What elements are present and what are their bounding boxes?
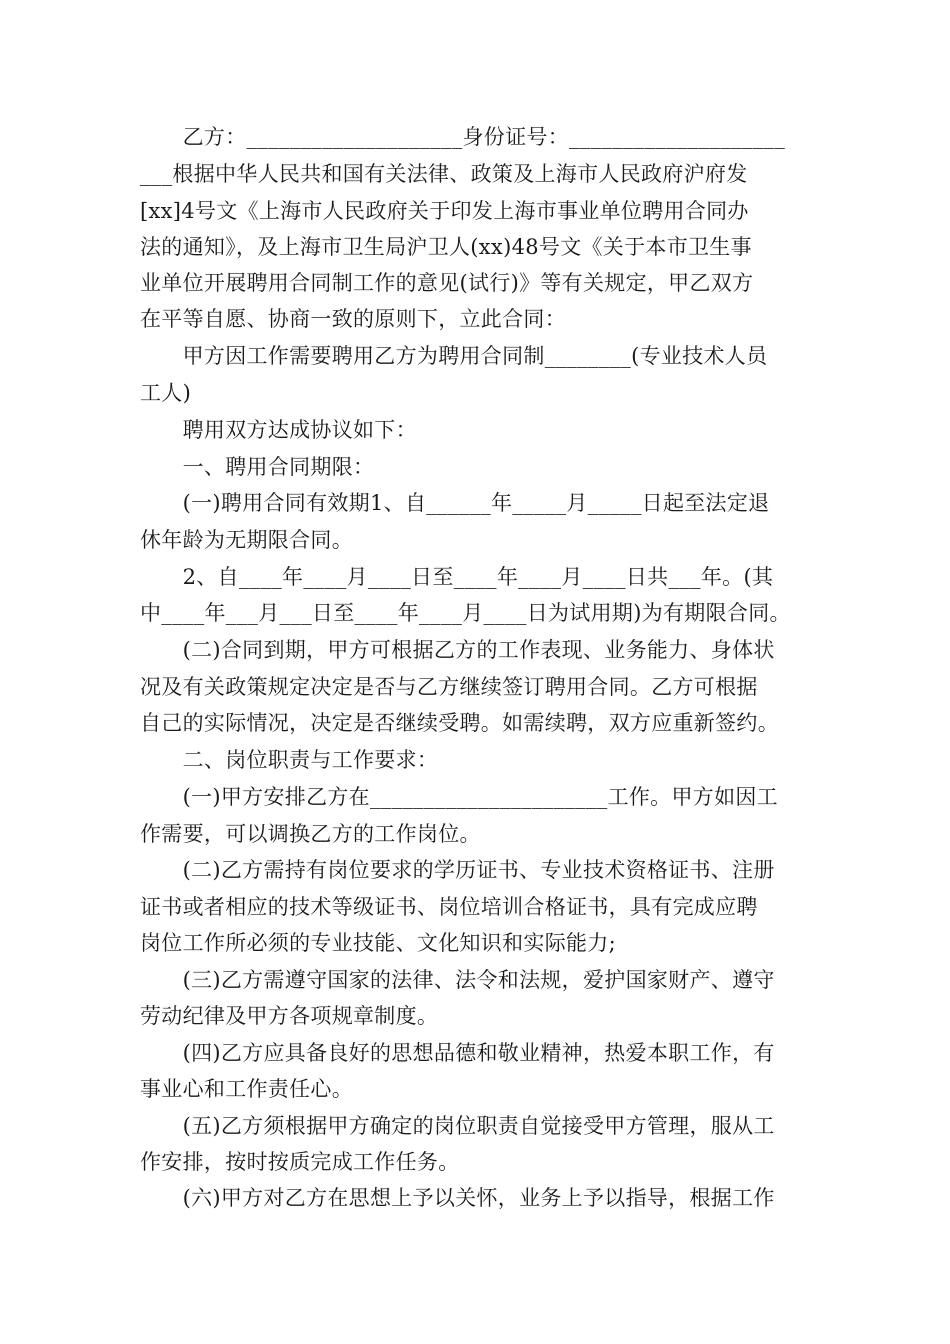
text-line: 劳动纪律及甲方各项规章制度。	[140, 1004, 439, 1028]
text-line: 二、岗位职责与工作要求：	[140, 748, 439, 772]
text-line: 工人)	[140, 381, 192, 405]
text-line: (四)乙方应具备良好的思想品德和敬业精神，热爱本职工作，有	[140, 1041, 775, 1065]
text-line: 在平等自愿、协商一致的原则下，立此合同：	[140, 307, 566, 331]
text-line: (五)乙方须根据甲方确定的岗位职责自觉接受甲方管理，服从工	[140, 1114, 775, 1138]
text-line: (一)甲方安排乙方在______________________工作。甲方如因工	[140, 785, 778, 809]
text-line: 法的通知》，及上海市卫生局沪卫人(xx)48号文《关于本市卫生事	[140, 235, 752, 259]
text-line: 2、自____年____月____日至____年____月____日共___年。(其	[140, 565, 774, 589]
text-line: (二)乙方需持有岗位要求的学历证书、专业技术资格证书、注册	[140, 858, 775, 882]
text-line: 业单位开展聘用合同制工作的意见(试行)》等有关规定，甲乙双方	[140, 271, 754, 295]
text-line: 证书或者相应的技术等级证书、岗位培训合格证书，具有完成应聘	[140, 895, 758, 919]
text-line: 况及有关政策规定决定是否与乙方继续签订聘用合同。乙方可根据	[140, 675, 758, 699]
text-line: (三)乙方需遵守国家的法律、法令和法规，爱护国家财产、遵守	[140, 968, 775, 992]
text-line: 作需要，可以调换乙方的工作岗位。	[140, 822, 481, 846]
text-line: 作安排，按时按质完成工作任务。	[140, 1150, 460, 1174]
text-line: 岗位工作所必须的专业技能、文化知识和实际能力;	[140, 931, 616, 955]
text-line: (二)合同到期，甲方可根据乙方的工作表现、业务能力、身体状	[140, 638, 775, 662]
text-line: ___根据中华人民共和国有关法律、政策及上海市人民政府沪府发	[140, 162, 748, 186]
text-line: 事业心和工作责任心。	[140, 1077, 353, 1101]
text-line: [xx]4号文《上海市人民政府关于印发上海市事业单位聘用合同办	[140, 199, 749, 223]
text-line: (一)聘用合同有效期1、自______年_____月_____日起至法定退	[140, 491, 770, 515]
text-line: 乙方：____________________身份证号：____________________	[140, 125, 785, 149]
text-line: 自己的实际情况，决定是否继续受聘。如需续聘，双方应重新签约。	[140, 711, 779, 735]
text-line: 聘用双方达成协议如下：	[140, 418, 417, 442]
text-line: 一、聘用合同期限：	[140, 455, 375, 479]
text-line: 中____年___月___日至____年____月____日为试用期)为有期限合同。	[140, 601, 791, 625]
text-line: 休年龄为无期限合同。	[140, 528, 353, 552]
text-line: 甲方因工作需要聘用乙方为聘用合同制________(专业技术人员	[140, 344, 768, 368]
text-line: (六)甲方对乙方在思想上予以关怀，业务上予以指导，根据工作	[140, 1186, 775, 1210]
